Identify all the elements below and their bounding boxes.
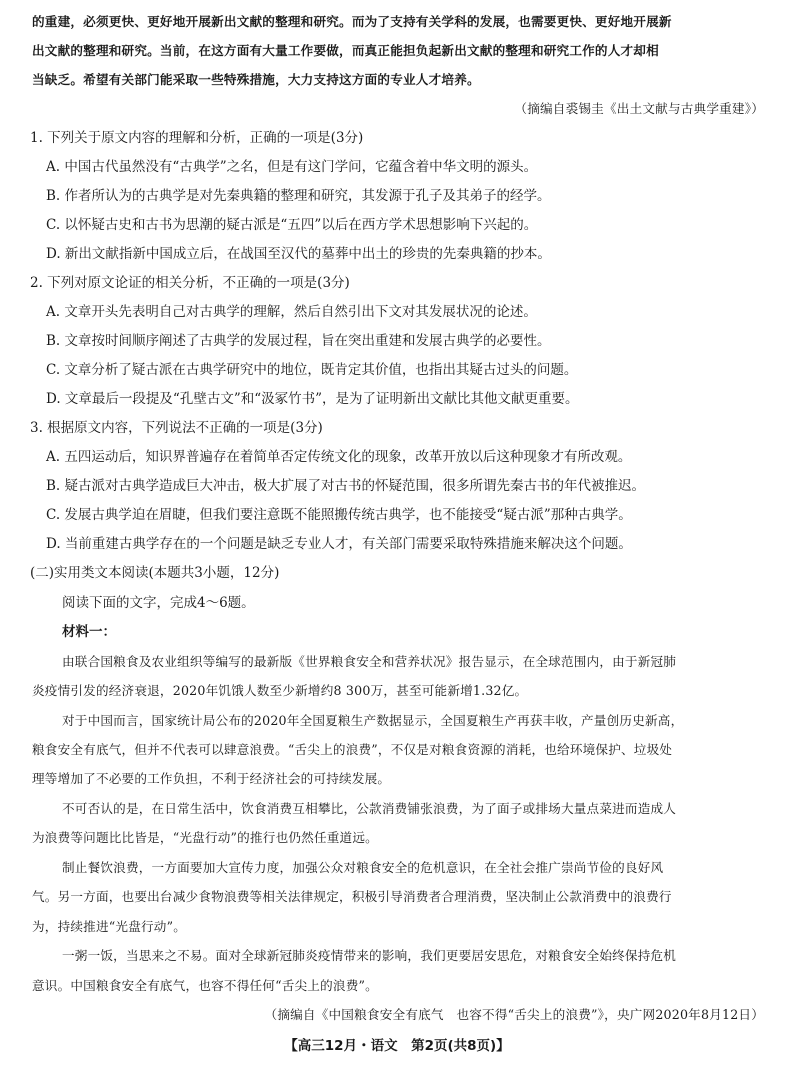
material-line: 理等增加了不必要的工作负担，不利于经济社会的可持续发展。 [32,771,391,786]
passage-line: 出文献的整理和研究。当前，在这方面有大量工作要做，而真正能担负起新出文献的整理和研究工作的人才却相 [32,43,659,58]
question-2-option-c: C. 文章分析了疑古派在古典学研究中的地位，既肯定其价值，也指出其疑古过头的问题。 [46,362,578,378]
material-label: 材料一： [62,624,116,640]
material-line: 炎疫情引发的经济衰退，2020年饥饿人数至少新增约8 300万，甚至可能新增1.32亿。 [32,683,528,698]
question-1-option-c: C. 以怀疑古史和古书为思潮的疑古派是“五四”以后在西方学术思想影响下兴起的。 [46,217,538,233]
question-1-option-b: B. 作者所认为的古典学是对先秦典籍的整理和研究，其发源于孔子及其弟子的经学。 [46,188,551,204]
question-3-option-a: A. 五四运动后，知识界普遍存在着简单否定传统文化的现象，改革开放以后这种现象才有所改观。 [46,449,632,465]
material-line: 为浪费等问题比比皆是，“光盘行动”的推行也仍然任重道远。 [32,830,378,845]
question-1-stem: 1. 下列关于原文内容的理解和分析，正确的一项是(3分) [30,130,364,146]
passage-line: 当缺乏。希望有关部门能采取一些特殊措施，大力支持这方面的专业人才培养。 [32,72,480,87]
page-footer: 【高三12月・语文 第2页(共8页)】 [284,1038,510,1054]
material-line: 气。另一方面，也要出台减少食物浪费等相关法律规定，积极引导消费者合理消费，坚决制止公款消费中的浪费行 [32,889,672,904]
question-2-option-b: B. 文章按时间顺序阐述了古典学的发展过程，旨在突出重建和发展古典学的必要性。 [46,333,551,349]
question-3-option-b: B. 疑古派对古典学造成巨大冲击，极大扩展了对古书的怀疑范围，很多所谓先秦古书的年代被推迟。 [46,478,646,494]
material-source: （摘编自《中国粮食安全有底气 也容不得“舌尖上的浪费”》，央广网2020年8月12日） [264,1007,764,1022]
material-line: 制止餐饮浪费，一方面要加大宣传力度，加强公众对粮食安全的危机意识，在全社会推广崇尚节俭的良好风 [62,860,664,875]
section-instruction: 阅读下面的文字，完成4～6题。 [62,595,255,611]
material-line: 一粥一饭，当思来之不易。面对全球新冠肺炎疫情带来的影响，我们更要居安思危，对粮食安全始终保持危机 [62,948,677,963]
question-2-option-d: D. 文章最后一段提及“孔壁古文”和“汲冢竹书”，是为了证明新出文献比其他文献更重要。 [46,391,579,407]
question-2-option-a: A. 文章开头先表明自己对古典学的理解，然后自然引出下文对其发展状况的论述。 [46,304,537,320]
question-2-stem: 2. 下列对原文论证的相关分析，不正确的一项是(3分) [30,275,350,291]
material-line: 意识。中国粮食安全有底气，也容不得任何“舌尖上的浪费”。 [32,978,378,993]
question-3-option-d: D. 当前重建古典学存在的一个问题是缺乏专业人才，有关部门需要采取特殊措施来解决这个问题。 [46,536,632,552]
material-line: 对于中国而言，国家统计局公布的2020年全国夏粮生产数据显示，全国夏粮生产再获丰收，产量创历史新高， [62,713,684,728]
section-heading: (二)实用类文本阅读(本题共3小题，12分) [30,565,280,581]
question-1-option-a: A. 中国古代虽然没有“古典学”之名，但是有这门学问，它蕴含着中华文明的源头。 [46,159,538,175]
passage-line: 的重建，必须更快、更好地开展新出文献的整理和研究。而为了支持有关学科的发展，也需要更快、更好地开展新 [32,14,672,29]
question-3-stem: 3. 根据原文内容，下列说法不正确的一项是(3分) [30,420,323,436]
material-line: 由联合国粮食及农业组织等编写的最新版《世界粮食安全和营养状况》报告显示，在全球范围内，由于新冠肺 [62,654,677,669]
material-line: 不可否认的是，在日常生活中，饮食消费互相攀比，公款消费铺张浪费，为了面子或排场大量点菜进而造成人 [62,801,677,816]
question-1-option-d: D. 新出文献指新中国成立后，在战国至汉代的墓葬中出土的珍贵的先秦典籍的抄本。 [46,246,551,262]
question-3-option-c: C. 发展古典学迫在眉睫，但我们要注意既不能照搬传统古典学，也不能接受“疑古派”那种古典学。 [46,507,632,523]
material-line: 为，持续推进“光盘行动”。 [32,919,187,934]
passage-source: （摘编自裘锡圭《出土文献与古典学重建》） [514,101,764,116]
material-line: 粮食安全有底气，但并不代表可以肆意浪费。“舌尖上的浪费”，不仅是对粮食资源的消耗，也给环境保护、垃圾处 [32,742,673,757]
